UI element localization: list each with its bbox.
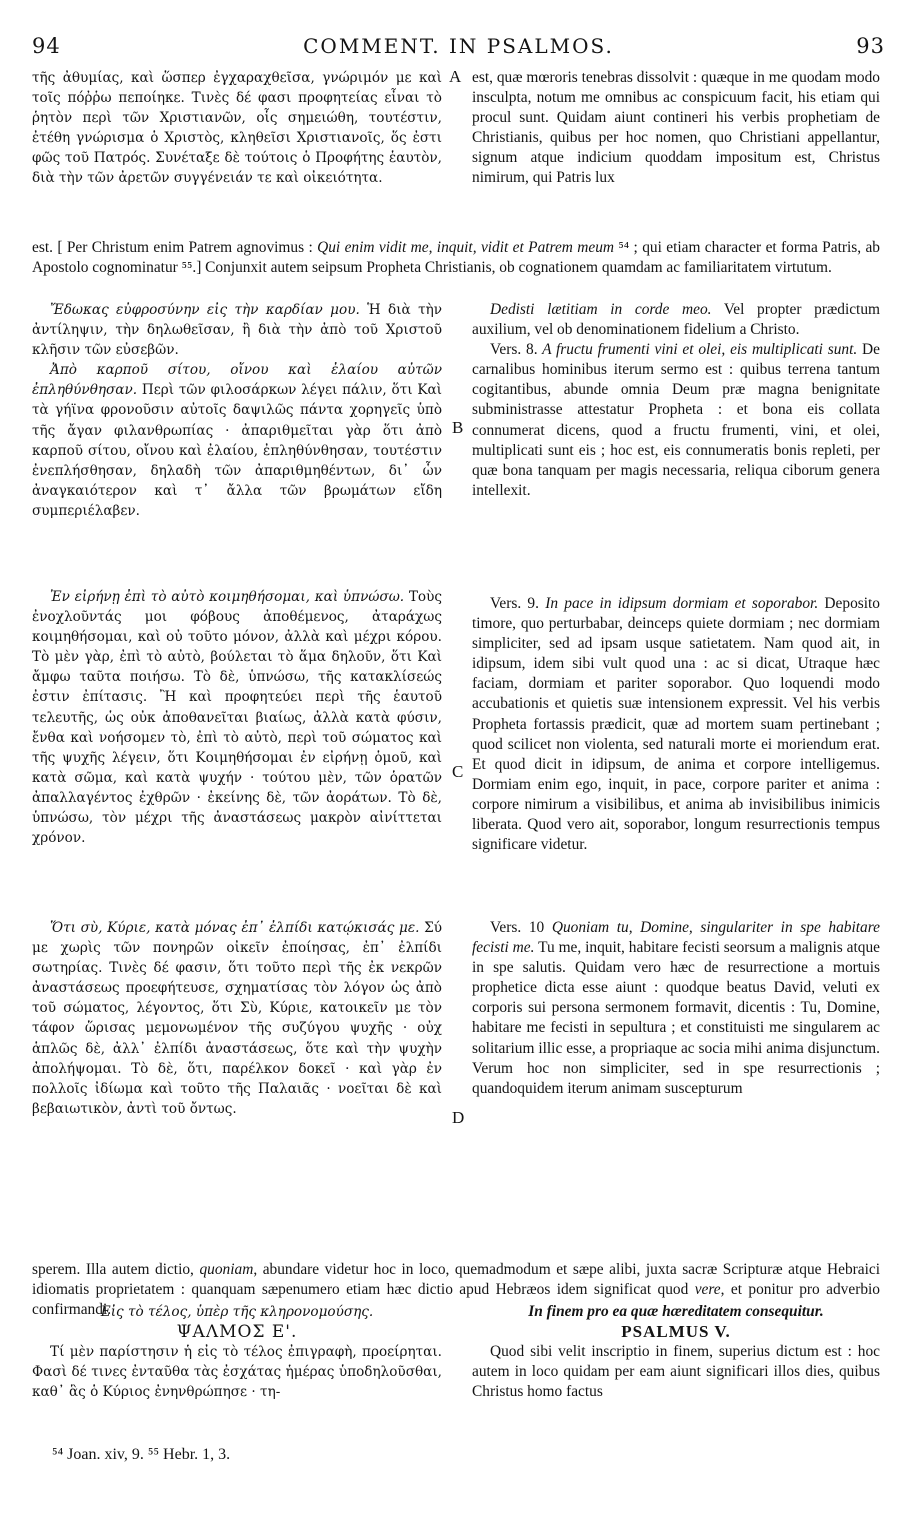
scripture-quote: Qui enim vidit me, inquit, vidit et Patrem meum [317, 239, 615, 256]
lemma: Quoniam tu, Domine, singulariter in spe habitare fecisti me. [472, 919, 880, 957]
lemma: Ἀπὸ καρποῦ σίτου, οἴνου καὶ ἐλαίου αὐτῶν ἐπληθύνθησαν. [32, 362, 442, 399]
commentary: Vel propter prædictum auxilium, vel ob denominationem fidelium a Christo. [472, 301, 880, 339]
full-text: , et ponitur pro adverbio confirmandi. [32, 1281, 880, 1319]
verse-label: Vers. 9. [490, 595, 539, 612]
latin-column-block4 [472, 918, 880, 1099]
verse-label: Vers. 10 [490, 919, 545, 936]
latin-psalm5 [472, 1302, 880, 1402]
page-number-left: 94 [32, 34, 61, 58]
margin-marker-b: B [452, 418, 464, 437]
greek-paragraph: τῆς ἀθυμίας, καὶ ὥσπερ ἐγχαραχθεῖσα, γνώριμόν με καὶ τοῖς πόῤῥω πεποίηκε. Τινὲς δέ φασι προφητείας εἶναι τὸ ῥητὸν περὶ τῶν Χριστιανῶν, οἷς σημειώθη, τουτέστιν, ἐτέθη γνώρισμα ὁ Χριστὸς, κληθεῖσι Χριστιανοῖς, ὅς ἐστι φῶς τοῦ Πατρός. Συνέταξε δὲ τούτοις ὁ Προφήτης ἑαυτὸν, διὰ τὴν τῶν ἀρετῶν συγγένειάν τε καὶ οἰκειότητα. [32, 70, 442, 187]
commentary: Ἡ διὰ τὴν ἀντίληψιν, τὴν δηλωθεῖσαν, ἢ διὰ τὴν ἀπὸ τοῦ Χριστοῦ κλῆσιν τῶν εὐσεβῶν. [32, 302, 442, 359]
latin-verse-8 [472, 340, 880, 501]
lemma: Ἐν εἰρήνῃ ἐπὶ τὸ αὐτὸ κοιμηθήσομαι, καὶ ὑπνώσω. [50, 589, 405, 605]
full-text: est. [ Per Christum enim Patrem agnovimus : [32, 239, 318, 256]
greek-psalm5 [32, 1302, 442, 1402]
latin-column-block1 [472, 68, 880, 189]
greek-column-block4 [32, 918, 442, 1119]
lemma: Ἔδωκας εὐφροσύνην εἰς τὴν καρδίαν μου. [50, 302, 360, 318]
latin-inscription: In finem pro ea quæ hæreditatem consequitur. [528, 1303, 824, 1320]
greek-psalm5-text: Τί μὲν παρίστησιν ἡ εἰς τὸ τέλος ἐπιγραφὴ, προείρηται. Φασὶ δέ τινες ἐνταῦθα τὰς ἐσχάτας ἡμέρας ὑποδηλοῦσθαι, καθ᾽ ἃς ὁ Κύριος ἐνηνθρώπησε · τη- [32, 1344, 442, 1401]
greek-column-block1 [32, 68, 442, 189]
footnotes: ⁵⁴ Joan. xiv, 9. ⁵⁵ Hebr. 1, 3. [52, 1446, 231, 1463]
lemma: In pace in idipsum dormiam et soporabor. [538, 595, 819, 612]
greek-verse-8 [32, 360, 442, 521]
latin-verse-10 [472, 918, 880, 1099]
commentary: Deposito timore, quo perturbabar, deinceps quiete dormiam ; nec dormiam simpliciter, sed ad ipsam usque satietatem. Nam quod ait, in idipsum, idem sibi vult quod una : ac si dicat, Utraque hæc faciam, dormiam et pariter soporabor. Quo loquendi modo accubationis et quietis suæ intensionem expressit. Vel his verbis Propheta fortassis prædicit, quæ ad mortem suam pertinebant ; quod scilicet non violenta, sed naturali morte ei moriendum erat. Et quod dicit in idipsum, de anima et corpore intelligemus. Dormiam enim ego, inquit, in pace, corpore pariter et anima : corpore nimirum a visibilibus, et anima ab invisibilibus inimicis liberata. Quod vero ait, soporabor, longum resurrectionis tempus significare videtur. [472, 595, 880, 854]
greek-verse-9 [32, 587, 442, 848]
margin-marker-d: D [452, 1108, 465, 1127]
greek-column-block2 [32, 300, 442, 521]
greek-column-block3 [32, 587, 442, 848]
latin-fullwidth-1 [32, 238, 880, 278]
latin-psalm-title: PSALMUS V. [621, 1322, 731, 1342]
running-header [32, 34, 885, 64]
lemma: A fructu frumenti vini et olei, eis multiplicati sunt. [537, 341, 858, 359]
emphasis: quoniam [199, 1261, 254, 1278]
greek-verse-10 [32, 918, 442, 1119]
emphasis: vere [694, 1281, 721, 1299]
latin-verse-7 [472, 300, 880, 340]
page-number-right: 93 [856, 34, 885, 58]
margin-marker-c: C [452, 762, 464, 781]
margin-marker-a: A [449, 67, 462, 86]
lemma: Ὅτι σὺ, Κύριε, κατὰ μόνας ἐπ᾽ ἐλπίδι κατῴκισάς με. [50, 920, 420, 936]
verse-label: Vers. 8. [490, 341, 538, 359]
greek-inscription: Εἰς τὸ τέλος, ὑπὲρ τῆς κληρονομούσης. [100, 1304, 374, 1320]
commentary: Περὶ τῶν φιλοσάρκων λέγει πάλιν, ὅτι Καὶ τὰ γήϊνα φρονοῦσιν αὐτοῖς δαψιλῶς πάντα χορηγεῖς ὑπὸ τῆς ἄγαν φιλανθρωπίας · ἀπαριθμεῖται γὰρ ὅτι ἀπὸ καρποῦ σίτου, οἴνου καὶ ἐλαίου, ἐπληθύνθησαν, τουτέστιν ἐνεπλήσθησαν, δηλαδὴ τῶν ἀπαριθμηθέντων, δι᾽ ὧν ἀναγκαιότερον καὶ τ᾽ ἄλλα τῶν βρωμάτων εἴδη συμπεριέλαβεν. [32, 382, 442, 519]
commentary: Σύ με χωρὶς τῶν πονηρῶν οἰκεῖν ἐποίησας, ἐπ᾽ ἐλπίδι σωτηρίας. Τινὲς δέ φασιν, ὅτι τοῦτο περὶ τῆς ἐκ νεκρῶν ἀναστάσεως προεφήτευσε, σχηματίσας τὸν λόγον ὡς ἀπὸ τοῦ σώματος, λέγοντος, ὅτι Σὺ, Κύριε, κατοικεῖν με τὸν τάφον ὥρισας μεμονωμένον τῆς συζύγου ψυχῆς · οὐχ ἁπλῶς δὲ, ἀλλ᾽ ἐλπίδι ἀναστάσεως, ὅτε καὶ τὴν ψυχὴν ἀπολήψομαι. Τὸ δὲ, ὅτι, παρέλκον δοκεῖ · καὶ γὰρ ἐν πολλοῖς ἰδίωμα καὶ τοῦτο τῆς Παλαιᾶς · νοεῖται δὲ καὶ βεβαιωτικὸν, ἀντὶ τοῦ ὄντως. [32, 920, 442, 1117]
latin-psalm5-text: Quod sibi velit inscriptio in finem, superius dictum est : hoc autem in loco quidam per eam aiunt significari illos dies, quibus Christus homo factus [472, 1343, 880, 1401]
greek-verse-7 [32, 300, 442, 360]
full-text: , abundare videtur hoc in loco, quemadmodum et sæpe alibi, juxta sacræ Scripturæ atque Hebraici idiomatis proprietatem : quanquam sæpenumero etiam hæc dictio apud Hebræos idem significat quod [32, 1261, 881, 1299]
greek-psalm-title: ΨΑΛΜΟΣ Ε'. [176, 1322, 298, 1343]
latin-verse-9 [472, 594, 880, 855]
commentary: Tu me, inquit, habitare fecisti seorsum a malignis atque in spe salutis. Quidam vero hæc de resurrectione a mortuis prophetice dicta esse aiunt : quodque beatus David, veluti ex corporis sui persona sermonem formavit, dicentis : Tu, Domine, habitare me fecisti in sepultura ; et constituisti me singularem ac solitarium illic esse, a propriaque ac socia mihi anima disjunctum. Verum hoc non simpliciter, sed in spe resurrectionis ; quandoquidem iterum animam suscepturum [472, 939, 880, 1097]
latin-column-block2 [472, 300, 880, 501]
commentary: De carnalibus hominibus iterum sermo est : quibus terrena tantum cogitantibus, abunde omnia Deum præ magna benignitate subministrasse attestatur Propheta : et bona eis collata connumerat dicens, quod a fructu frumenti, vini, et olei, multiplicati sunt eis ; hoc est, eis connumeratis bonis repleti, per quæ bona tanquam per magis necessaria, reliqua ciborum genera intellexit. [472, 341, 881, 499]
commentary: Τοὺς ἐνοχλοῦντάς μοι φόβους ἀποθέμενος, ἀταράχως κοιμηθήσομαι, καὶ οὐ τοῦτο μόνον, ἀλλὰ καὶ μέχρι κόρου. Τὸ μὲν γὰρ, ἐπὶ τὸ αὐτὸ, βούλεται τὸ ἅμα δηλοῦν, ὅτι Καὶ ἄμφω ταῦτα ποιήσω. Τὸ δὲ, ὑπνώσω, τῆς κατακλίσεώς ἐστιν ἐπίτασις. Ἢ καὶ προφητεύει περὶ τῆς ἑαυτοῦ τελευτῆς, ὡς οὐκ ἀποθανεῖται βιαίως, ἀλλὰ κατὰ φύσιν, ἔνθα καὶ νοήσομεν τὸ, ἐπὶ τὸ αὐτὸ, περὶ τοῦ σώματος καὶ τῆς ψυχῆς λέγειν, ὅτι Κοιμηθήσομαι ἐν εἰρήνῃ ὁμοῦ, καὶ κατὰ σῶμα, καὶ κατὰ ψυχήν · τούτου μὲν, τῶν ὁρατῶν ἀπαλλαγέντος ἐχθρῶν · ἐκείνης δὲ, τῶν ἀοράτων. Τὸ δὲ, ὑπνώσω, τὸν μέχρι τῆς ἀναστάσεως μακρὸν αἰνίττεται χρόνον. [32, 589, 442, 847]
lemma: Dedisti lætitiam in corde meo. [490, 301, 712, 318]
full-text: sperem. Illa autem dictio, [32, 1261, 200, 1278]
running-title: COMMENT. IN PSALMOS. [303, 34, 614, 58]
latin-paragraph: est, quæ mœroris tenebras dissolvit : quæque in me quodam modo insculpta, notum me omnibus ac conspicuum facit, his etiam qui procul sunt. Quidam aiunt contineri his verbis prophetiam de Christianis, quibus per hoc nomen, quo Christiani appellantur, signum atque indicium quoddam impositum est, Christus nimirum, qui Patris lux [472, 69, 880, 187]
latin-column-block3 [472, 594, 880, 855]
full-text: ⁵⁴ ; qui etiam character et forma Patris, ab Apostolo cognominatur ⁵⁵.] Conjunxit autem seipsum Propheta Christianis, ob cognationem quamdam ac familiaritatem virtutum. [32, 239, 880, 277]
